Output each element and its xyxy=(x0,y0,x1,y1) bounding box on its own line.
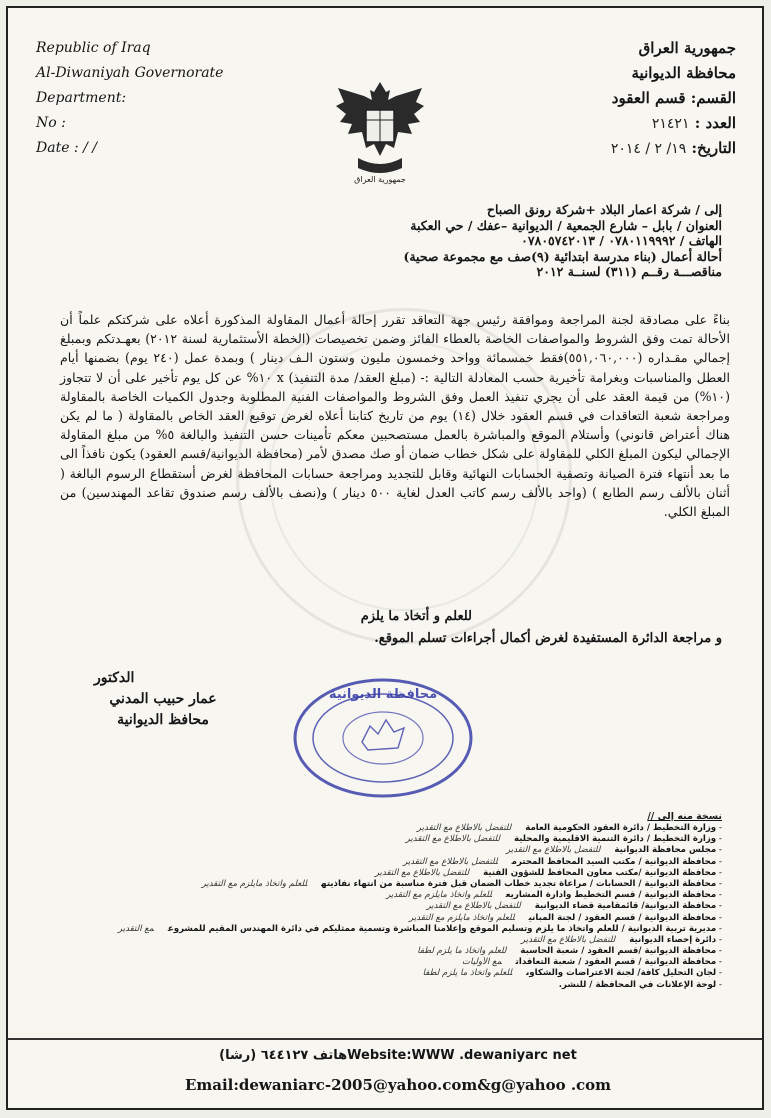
copy-action: للتفضل بالاطلاع مع التقدير xyxy=(426,901,521,912)
signatory-position: محافظ الديوانية xyxy=(117,712,209,728)
letter-subject: أحالة أعمال (بناء مدرسة ابتدائية (٩)صف مع مجموعة صحية) xyxy=(403,248,722,264)
signature-block xyxy=(78,668,248,731)
number-value: ٢١٤٢١ xyxy=(651,116,690,132)
closing-block xyxy=(102,606,722,650)
copy-recipient-row: - محافظة الديوانية/ قائمقامية قضاء الديوانيةللتفضل بالاطلاع مع التقدير xyxy=(426,901,722,912)
copy-recipient-row: - محافظة الديوانية / قسم العقود / شعبة التعاقداتمع الأوليات xyxy=(462,957,722,968)
copy-recipient-row: - محافظة الديوانية / قسم التخطيط وادارة المشاريعللعلم واتخاذ مايلزم مع التقدير xyxy=(386,890,722,901)
date-value: ١٩/ ٢ / ٢٠١٤ xyxy=(610,141,687,157)
english-header xyxy=(36,36,296,161)
header-republic-en: Republic of Iraq xyxy=(36,40,151,56)
copy-recipient-row: - محافظة الديوانية /قسم العقود / شعبة الحاسبةللعلم واتخاذ ما يلزم لطفاً xyxy=(417,946,722,957)
copy-recipient: لوحة الإعلانات في المحافظة / للنشر. xyxy=(558,979,717,990)
copy-action: للعلم واتخاذ مايلزم مع التقدير xyxy=(201,878,308,889)
copy-action: للتفضل بالاطلاع مع التقدير xyxy=(403,856,498,867)
copies-title: نسخة منه إلى // xyxy=(647,811,722,822)
copy-action: للتفضل بالاطلاع مع التقدير xyxy=(506,845,601,856)
copies-list xyxy=(62,810,722,991)
letter-footer xyxy=(8,1038,762,1110)
header-republic-ar: جمهورية العراق xyxy=(638,39,736,57)
copy-recipient-row: - محافظة الديوانية / قسم العقود / لجنة المبانيللعلم واتخاذ مايلزم مع التقدير xyxy=(409,912,722,923)
letter-page xyxy=(6,6,764,1110)
copy-recipient: محافظة الديوانية /قسم العقود / شعبة الحاسبة xyxy=(520,946,717,957)
signatory-name: عمار حبيب المدني xyxy=(109,691,217,707)
copy-recipient: لجان التحليل كافة/ لجنة الاعتراضات والشكاوى xyxy=(526,968,717,979)
copy-action: مع التقدير xyxy=(117,923,154,934)
signatory-title: الدكتور xyxy=(94,670,135,686)
copy-action: للتفضل بالاطلاع مع التقدير xyxy=(416,823,512,833)
copy-recipient-row: - مجلس محافظة الديوانيةللتفضل بالاطلاع مع التقدير xyxy=(506,845,722,856)
copy-recipient: مجلس محافظة الديوانية xyxy=(614,845,717,856)
header-number-ar xyxy=(506,111,736,136)
copy-recipient: محافظة الديوانية /مكتب معاون المحافظ للشؤون الفنية xyxy=(483,867,717,878)
header-number-en: No : xyxy=(36,115,66,131)
copy-recipient-row: - محافظة الديوانية / الحسابات / مراعاة تجديد خطاب الضمان قبل فترة مناسبة من انتهاء نفاذيتهللعلم واتخاذ مايلزم مع التقدير xyxy=(201,878,722,889)
copy-recipient: محافظة الديوانية / قسم التخطيط وادارة المشاريع xyxy=(505,890,717,901)
copy-recipient-row: - لوحة الإعلانات في المحافظة / للنشر. xyxy=(558,979,722,990)
copy-action: للتفضل بالاطلاع مع التقدير xyxy=(520,934,616,945)
arabic-header xyxy=(506,36,736,161)
copy-action: للعلم واتخاذ ما يلزم لطفاً xyxy=(422,968,513,979)
copy-recipient-row: - وزارة التخطيط / دائرة التنمية الاقليمية والمحليةللتفضل بالاطلاع مع التقدير xyxy=(405,834,722,845)
letter-body: بناءً على مصادقة لجنة المراجعة وموافقة رئيس جهة التعاقد تقرر إحالة أعمال المقاولة المذكورة أعلاه على شركتكم علماً أن الأحالة تمت وفق الشروط والمواصفات الخاصة بالعطاء الفائز وضمن تخصيصات (الخطة الأستثمارية لسنة ٢٠١٢) بعهـدتكم وبمبلغ إجمالي مقـداره (٥٥١,٠٦٠,٠٠٠)فقط خمسمائة وواحد وخمسون مليون وستون الـف دينار ) وبمدة عمل (٢٤٠ يوم) بضمنها أيام العطل والمناسبات وبغرامة تأخيرية حسب المعادلة التالية :- (مبلغ العقد/ مدة التنفيذ) x ١٠% عن كل يوم تأخير على أن لا تتجاوز (١٠%) من قيمة العقد على أن يجري تنفيذ العمل وفق الشروط والمواصفات الفنية المطلوبة وجدول الكميات الخاصة بالمقاولة ومراجعة شعبة التعاقدات في قسم العقود خلال (١٤) يوم من تاريخ كتابنا أعلاه لغرض توقيع العقد الخاص بالمقاولة ( ما لم يكن هناك أعتراض قانوني) وأستلام الموقع والمباشرة بالعمل مستصحبين معكم تأمينات حسن التنفيذ والبالغة ٥% من مبلغ المقاولة الإجمالي ليكون المبلغ الكلي للمقاولة على شكل خطاب ضمان أو صك مصدق لأمر (محافظة الديوانية/قسم العقود) يكون نافذاً الى ما بعد أنتهاء فترة الصيانة وتصفية الحسابات النهائية وقابل للتجديد ومراجعة حسابات المحافظة لغرض أستقطاع الرسوم البالغة ( أثنان بالألف رسم الطابع ) (واحد بالألف رسم كاتب العدل لغاية ٥٠٠ دينار ) و(نصف بالألف رسم صندوق تقاعد المهندسين) من المبلغ الكلي. xyxy=(60,312,731,520)
copy-recipient-row: - دائرة إحصاء الديوانيةللتفضل بالاطلاع مع التقدير xyxy=(520,934,722,945)
closing-line-2: و مراجعة الدائرة المستفيدة لغرض أكمال أجراءات تسلم الموقع. xyxy=(374,631,722,646)
copy-recipient: محافظة الديوانية / قسم العقود / شعبة التعاقدات xyxy=(515,957,717,968)
copy-recipient: محافظة الديوانية / الحسابات / مراعاة تجديد خطاب الضمان قبل فترة مناسبة من انتهاء نفاذيته xyxy=(321,878,717,889)
copy-action: للعلم واتخاذ مايلزم مع التقدير xyxy=(386,890,492,901)
copy-action: للعلم واتخاذ ما يلزم لطفاً xyxy=(417,946,507,957)
copy-action: للتفضل بالاطلاع مع التقدير xyxy=(374,867,470,878)
copy-recipient: محافظة الديوانية / قسم العقود / لجنة المباني xyxy=(528,912,717,923)
addressee-block xyxy=(162,202,722,280)
copy-recipient: محافظة الديوانية / مكتب السيد المحافظ المحترم xyxy=(511,856,717,867)
date-label: التاريخ: xyxy=(691,139,736,157)
copy-action: مع الأوليات xyxy=(462,957,502,968)
official-stamp xyxy=(290,676,476,800)
copy-recipient-row: - لجان التحليل كافة/ لجنة الاعتراضات والشكاوىللعلم واتخاذ ما يلزم لطفاً xyxy=(422,968,722,979)
stamp-text: محافظة الديوانية xyxy=(328,687,438,702)
copy-recipient: مديرية تربية الديوانية / للعلم واتخاذ ما يلزم وتسليم الموقع وإعلامنا المباشرة وتسمية ممثليكم في دائرة المهندس المقيم للمشروع xyxy=(167,923,717,934)
header-date-en: Date : / / xyxy=(36,140,97,156)
header-governorate-ar: محافظة الديوانية xyxy=(631,64,736,82)
addressee-location: العنوان / بابل – شارع الجمعية / الديوانية –عفك / حي العكبة xyxy=(410,217,722,233)
number-label: العدد : xyxy=(694,114,736,132)
header-department-en: Department: xyxy=(36,90,127,106)
footer-website: هاتف ٦٤٤١٢٧ (رشا)Website:WWW .dewaniyarc net xyxy=(219,1048,577,1063)
copy-recipient: وزارة التخطيط / دائرة التنمية الاقليمية والمحلية xyxy=(514,834,717,845)
copy-recipient-row: - وزارة التخطيط / دائرة العقود الحكومية العامةللتفضل بالاطلاع مع التقدير xyxy=(416,823,722,833)
closing-line-1: للعلم و أتخاذ ما يلزم xyxy=(360,609,472,624)
copy-recipient-row: - محافظة الديوانية /مكتب معاون المحافظ للشؤون الفنيةللتفضل بالاطلاع مع التقدير xyxy=(374,867,722,878)
copy-recipient-row: - مديرية تربية الديوانية / للعلم واتخاذ ما يلزم وتسليم الموقع وإعلامنا المباشرة وتسمية ممثليكم في دائرة المهندس المقيم للمشروعمع التقدير xyxy=(117,923,722,934)
copy-action: للعلم واتخاذ مايلزم مع التقدير xyxy=(409,912,515,923)
iraq-eagle-emblem-icon xyxy=(330,74,430,186)
copy-recipient: محافظة الديوانية/ قائمقامية قضاء الديوانية xyxy=(534,901,717,912)
emblem-caption: جمهورية العراق xyxy=(354,175,406,184)
footer-email: Email:dewaniarc-2005@yahoo.com&g@yahoo .com xyxy=(184,1076,612,1094)
header-date-ar xyxy=(506,136,736,161)
addressee-phone: الهاتف / ٠٧٨٠١١٩٩٩٢ / ٠٧٨٠٥٧٤٢٠١٣ xyxy=(521,233,722,248)
addressee-to: إلى / شركة اعمار البلاد +شركة رونق الصباح xyxy=(486,202,722,217)
copy-action: للتفضل بالاطلاع مع التقدير xyxy=(405,834,501,845)
copy-recipient-row: - محافظة الديوانية / مكتب السيد المحافظ المحترمللتفضل بالاطلاع مع التقدير xyxy=(403,856,722,867)
copy-recipient: دائرة إحصاء الديوانية xyxy=(629,934,717,945)
header-section-ar: القسم: قسم العقود xyxy=(611,89,736,107)
header-governorate-en: Al-Diwaniyah Governorate xyxy=(36,65,224,81)
copy-recipient: وزارة التخطيط / دائرة العقود الحكومية العامة xyxy=(525,823,717,833)
tender-number: مناقصـــة رقــم (٣١١) لسنــة ٢٠١٢ xyxy=(536,264,722,279)
